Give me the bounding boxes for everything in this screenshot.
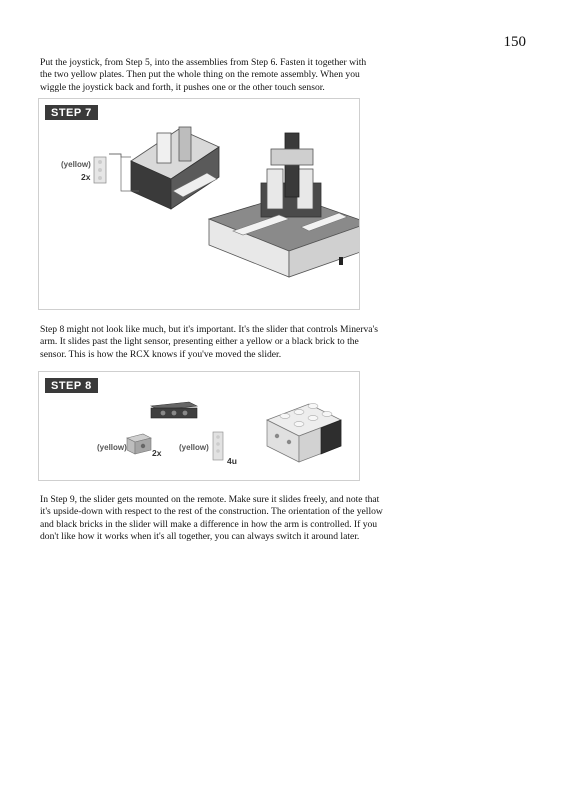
step7-callout-color: (yellow) — [61, 160, 91, 169]
step8-figure — [38, 371, 360, 481]
step7-remote-assembly — [209, 133, 359, 277]
yellow-technic-brick-part — [127, 434, 151, 454]
paragraph-step9-intro: In Step 9, the slider gets mounted on the remote. Make sure it slides freely, and note that it's upside-down with respect to the rest of the construction. The orientation of the yellow and black bricks in the slider will make a difference in how the arm is controlled. If you don't like how it works when it's all together, you can always switch it around later. — [40, 494, 383, 543]
step8-callout1-count: 2x — [152, 448, 162, 458]
step7-illustration — [39, 99, 359, 309]
step8-callout1-color: (yellow) — [97, 443, 127, 452]
yellow-plate-part — [213, 432, 223, 460]
black-technic-brick — [151, 402, 197, 418]
step8-label: STEP 8 — [45, 378, 98, 393]
step8-callout2-count: 4u — [227, 456, 237, 466]
page-number: 150 — [503, 34, 526, 50]
paragraph-step7-intro: Put the joystick, from Step 5, into the assemblies from Step 6. Fasten it together with the two yellow plates. Then put the whole thing on the remote assembly. When you wiggle the joystick back and forth, it pushes one or the other touch sensor. — [40, 57, 367, 93]
step7-label: STEP 7 — [45, 105, 98, 120]
step7-callout-count: 2x — [81, 172, 91, 182]
step7-subassembly — [131, 127, 219, 209]
paragraph-step8-intro: Step 8 might not look like much, but it's important. It's the slider that controls Minerva's arm. It slides past the light sensor, presenting either a yellow or a black brick to the sensor. This is how the RCX knows if you've moved the slider. — [40, 324, 378, 360]
step8-slider-assembly — [267, 404, 341, 463]
step8-callout2-color: (yellow) — [179, 443, 209, 452]
step7-figure — [38, 98, 360, 310]
